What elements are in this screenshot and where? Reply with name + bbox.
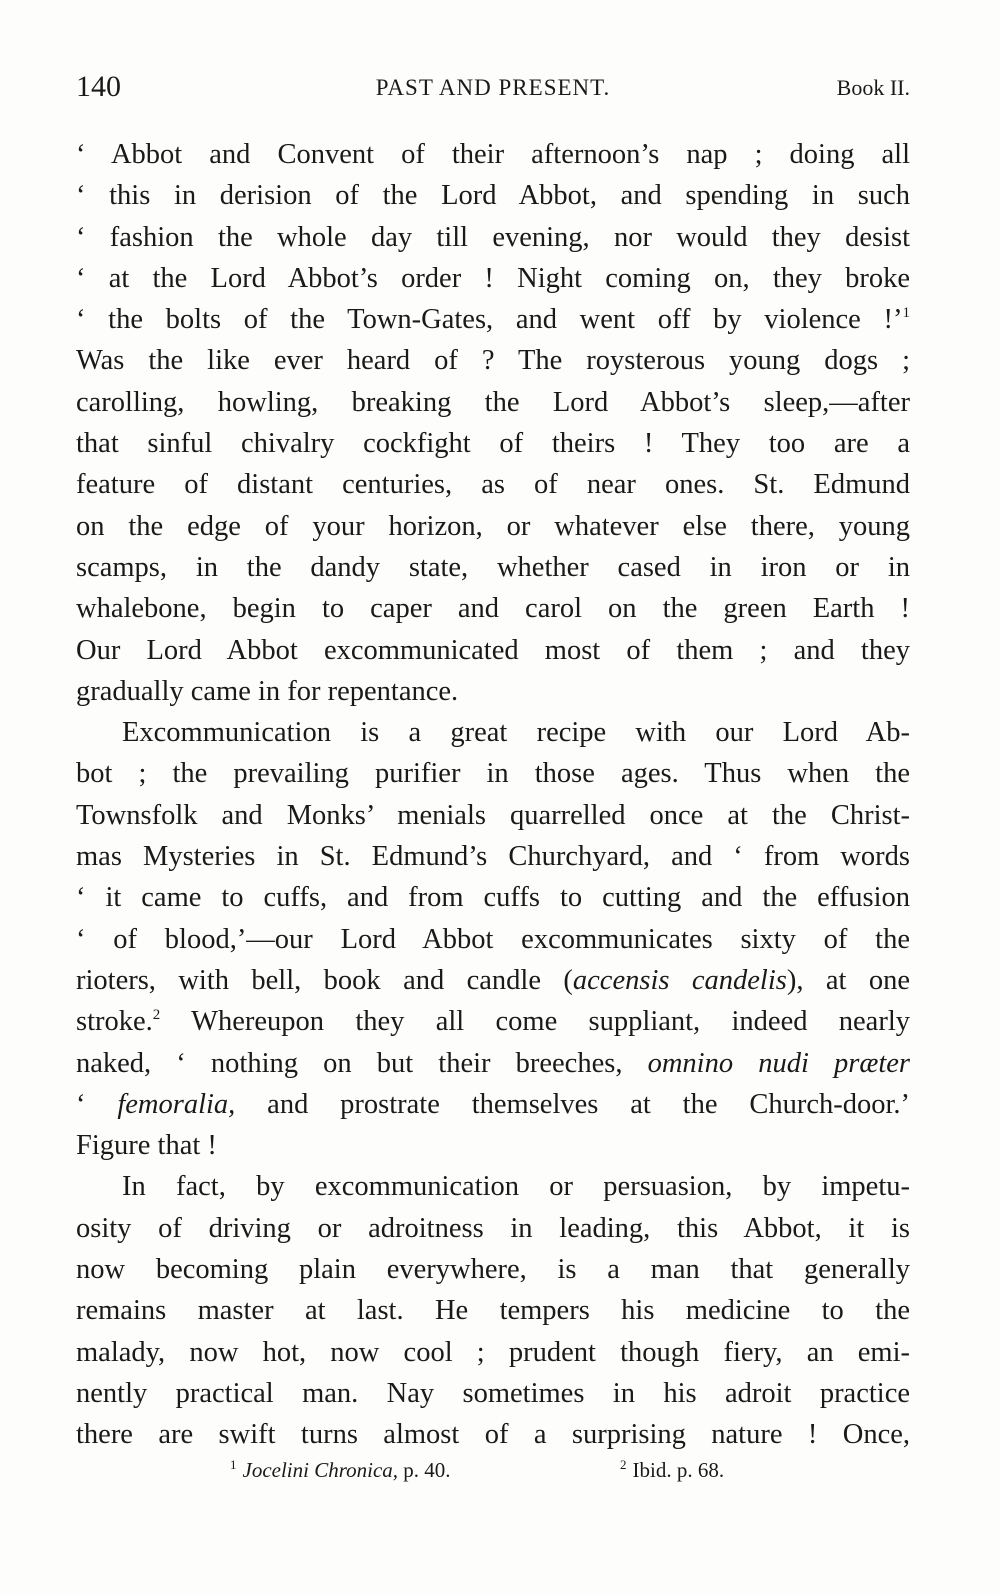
line-text: and prostrate themselves at the Church-door.’ — [235, 1088, 910, 1120]
line-text: ‘ the bolts of the Town-Gates, and went off by violence !’ — [76, 304, 903, 336]
line-text: Was the like ever heard of ? The roysterous young dogs ; — [76, 345, 910, 377]
text-line — [76, 919, 910, 960]
text-line — [76, 382, 910, 423]
footnote-1-source: Jocelini Chronica, — [242, 1458, 399, 1482]
line-text: carolling, howling, breaking the Lord Abbot’s sleep,—after — [76, 386, 910, 418]
line-text: osity of driving or adroitness in leading, this Abbot, it is — [76, 1212, 910, 1244]
line-text: In fact, by excommunication or persuasion, by impetu- — [122, 1171, 910, 1203]
latin-phrase: femoralia, — [117, 1088, 236, 1120]
line-text: bot ; the prevailing purifier in those ages. Thus when the — [76, 758, 910, 790]
line-text: Excommunication is a great recipe with our Lord Ab- — [122, 717, 910, 749]
text-line — [76, 753, 910, 794]
text-line — [76, 795, 910, 836]
text-line — [76, 1373, 910, 1414]
line-text: ‘ this in derision of the Lord Abbot, and spending in such — [76, 180, 910, 212]
footnote-2-mark: 2 — [620, 1457, 627, 1472]
body-text — [76, 134, 910, 1456]
footnote-1 — [230, 1458, 451, 1483]
text-line — [76, 1125, 910, 1166]
line-text: gradually came in for repentance. — [76, 675, 459, 707]
text-line — [76, 1249, 910, 1290]
line-text: ‘ it came to cuffs, and from cuffs to cutting and the effusion — [76, 882, 910, 914]
footnote-ref: 2 — [152, 1007, 161, 1024]
page-header — [76, 70, 910, 106]
latin-phrase: omnino nudi præter — [647, 1047, 911, 1079]
text-line — [76, 1208, 910, 1249]
footnote-1-ref: p. 40. — [398, 1458, 451, 1482]
text-line — [76, 506, 910, 547]
line-text: Our Lord Abbot excommunicated most of them ; and they — [76, 634, 910, 666]
text-line — [76, 134, 910, 175]
text-line — [76, 423, 910, 464]
book-label: Book II. — [836, 75, 910, 100]
text-line — [76, 1414, 910, 1455]
line-text: ‘ Abbot and Convent of their afternoon’s nap ; doing all — [76, 139, 910, 170]
text-line — [76, 630, 910, 671]
text-line — [76, 1043, 910, 1084]
footnote-1-mark: 1 — [230, 1457, 237, 1472]
line-text: Whereupon they all come suppliant, indeed nearly — [160, 1006, 910, 1038]
text-line — [76, 877, 910, 918]
line-text: ‘ — [76, 1088, 118, 1120]
line-text: naked, ‘ nothing on but their breeches, — [76, 1047, 648, 1079]
footnote-2-text: Ibid. p. 68. — [632, 1458, 725, 1482]
line-text: ‘ of blood,’—our Lord Abbot excommunicates sixty of the — [76, 923, 910, 955]
line-text: remains master at last. He tempers his medicine to the — [76, 1295, 910, 1327]
latin-phrase: accensis candelis — [572, 964, 787, 996]
line-text: Townsfolk and Monks’ menials quarrelled once at the Christ- — [76, 799, 910, 831]
line-text: rioters, with bell, book and candle ( — [76, 964, 573, 996]
text-line — [76, 299, 910, 340]
line-text: scamps, in the dandy state, whether cased in iron or in — [76, 551, 910, 583]
text-line — [76, 217, 910, 258]
text-line — [76, 1332, 910, 1373]
footnote-ref: 1 — [902, 305, 910, 322]
line-text: there are swift turns almost of a surprising nature ! Once, — [76, 1419, 910, 1451]
text-line — [76, 340, 910, 381]
line-text: malady, now hot, now cool ; prudent though fiery, an emi- — [76, 1336, 910, 1368]
text-line — [76, 671, 910, 712]
line-text: that sinful chivalry cockfight of theirs ! They too are a — [76, 428, 910, 460]
text-line — [76, 464, 910, 505]
line-text: whalebone, begin to caper and carol on the green Earth ! — [76, 593, 910, 625]
text-line — [76, 547, 910, 588]
page-number: 140 — [76, 70, 121, 103]
text-line — [76, 1001, 910, 1042]
line-text: Figure that ! — [76, 1130, 217, 1162]
text-line — [76, 1166, 910, 1207]
text-line — [76, 836, 910, 877]
line-text: nently practical man. Nay sometimes in his adroit practice — [76, 1377, 910, 1409]
text-line — [76, 1290, 910, 1331]
text-line — [76, 175, 910, 216]
line-text: mas Mysteries in St. Edmund’s Churchyard, and ‘ from words — [76, 841, 910, 873]
text-line — [76, 712, 910, 753]
line-text: stroke. — [76, 1006, 153, 1038]
text-line — [76, 960, 910, 1001]
text-line — [76, 258, 910, 299]
text-line — [76, 588, 910, 629]
line-text: ‘ at the Lord Abbot’s order ! Night coming on, they broke — [76, 262, 910, 294]
text-line — [76, 1084, 910, 1125]
footnote-2 — [620, 1458, 724, 1483]
line-text: on the edge of your horizon, or whatever else there, young — [76, 510, 910, 542]
running-title: PAST AND PRESENT. — [375, 75, 611, 100]
line-text: feature of distant centuries, as of near ones. St. Edmund — [76, 469, 910, 501]
line-text: ‘ fashion the whole day till evening, nor would they desist — [76, 221, 910, 253]
line-text: ), at one — [786, 964, 910, 996]
line-text: now becoming plain everywhere, is a man that generally — [76, 1254, 910, 1286]
